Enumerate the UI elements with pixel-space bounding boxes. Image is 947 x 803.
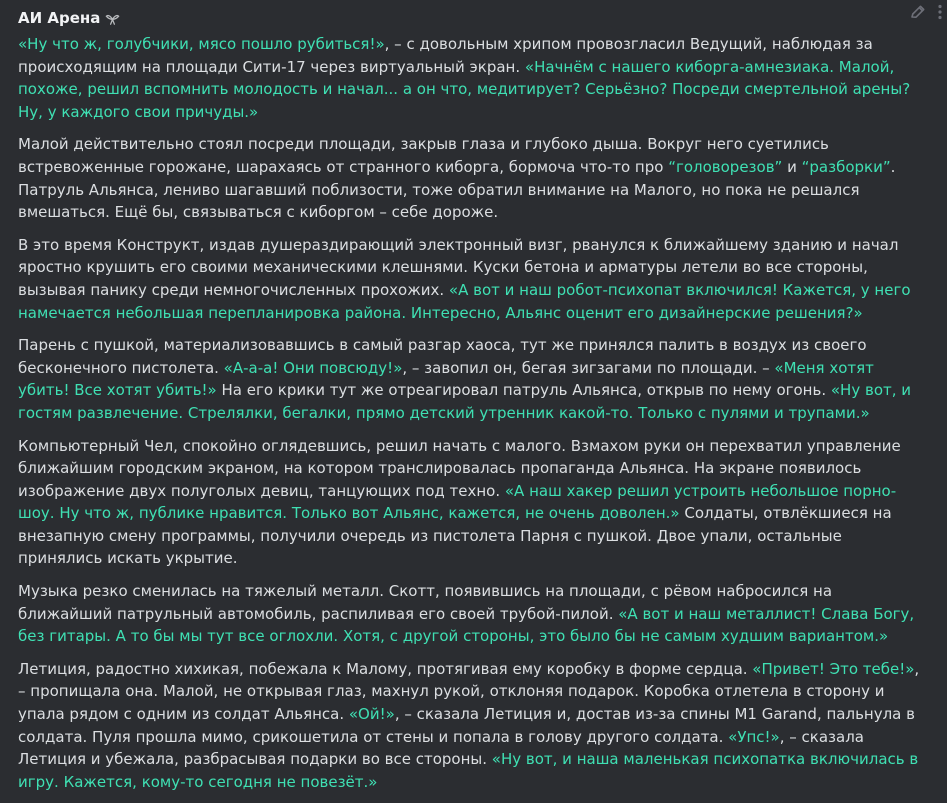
narration-text: , – пропищала она. Малой, не открывая глаз, махнул рукой, отклоняя подарок. Коробка отлетела в сторону и упала рядом с одним из солдат Альянса. — [18, 659, 920, 724]
narration-text: Компьютерный Чел, спокойно оглядевшись, решил начать с малого. Взмахом руки он перехватил управление ближайшим городским экраном, на котором транслировалась пропаганда Альянса. На экране появилось изображение двух полуголых девиц, танцующих под техно. — [18, 436, 901, 500]
message-paragraph — [18, 33, 923, 123]
narration-text: Летиция, радостно хихикая, побежала к Малому, протягивая ему коробку в форме сердца. — [18, 659, 753, 678]
narration-text: . Патруль Альянса, лениво шагавший поблизости, тоже обратил внимание на Малого, но пока не решался вмешаться. Ещё бы, связываться с киборгом – себе дороже. — [18, 157, 896, 222]
pencil-icon — [909, 3, 927, 21]
sparkle-icon — [105, 11, 120, 26]
speech-text: «Ну вот, и гостям развлечение. Стрелялки, бегалки, прямо детский утренник какой-то. Только с пулями и трупами.» — [18, 381, 912, 422]
message-paragraph — [18, 435, 923, 571]
vertical-dots-icon — [933, 3, 947, 21]
message-paragraph — [18, 580, 923, 648]
speech-text: «Упс!» — [728, 727, 780, 746]
narration-text: и — [782, 157, 802, 176]
speech-text: «А вот и наш робот-психопат включился! Кажется, у него намечается небольшая перепланировка района. Интересно, Альянс оценит его дизайнерские решения?» — [18, 280, 911, 322]
speech-text: «Ну вот, и наша маленькая психопатка включилась в игру. Кажется, кому-то сегодня не повезёт.» — [18, 750, 919, 791]
message-content — [18, 33, 923, 803]
narration-text: , – с довольным хрипом провозгласил Ведущий, наблюдая за происходящим на площади Сити-17 через виртуальный экран. — [18, 35, 873, 76]
speech-text: “разборки” — [801, 157, 891, 176]
speech-text: «Привет! Это тебе!» — [752, 659, 915, 678]
message-paragraph — [18, 234, 923, 324]
narration-text: На его крики тут же отреагировал патруль Альянса, открыв по нему огонь. — [216, 381, 831, 400]
narration-text: , – сказала Летиция и, достав из-за спины M1 Garand, пальнула в солдата. Пуля прошла мимо, срикошетила от стены и попала в голову другого солдата. — [18, 705, 915, 746]
message-header — [18, 6, 937, 30]
narration-text: , – завопил он, бегая зигзагами по площади. – — [402, 358, 775, 377]
speech-text: «Начнём с нашего киборга-амнезиака. Малой, похоже, решил вспомнить молодость и начал... а он что, медитирует? Серьёзно? Посреди смертельной арены? Ну, у каждого свои причуды.» — [18, 57, 911, 121]
speech-text: «А-а-а! Они повсюду!» — [223, 358, 403, 377]
speech-text: «Меня хотят убить! Все хотят убить!» — [18, 358, 874, 400]
narration-text: Музыка резко сменилась на тяжелый металл. Скотт, появившись на площади, с рёвом набросился на ближайший патрульный автомобиль, распиливая его своей трубой-пилой. — [18, 582, 833, 623]
narration-text: Солдаты, отвлёкшиеся на внезапную смену программы, получили очередь из пистолета Парня с пушкой. Двое упали, остальные принялись искать укрытие. — [18, 504, 892, 568]
author-name[interactable]: АИ Арена — [18, 8, 101, 27]
edit-button[interactable] — [909, 3, 927, 21]
speech-text: «А наш хакер решил устроить небольшое порно-шоу. Ну что ж, публике нравится. Только вот Альянс, кажется, не очень доволен.» — [18, 481, 897, 523]
narration-text: Парень с пушкой, материализовавшись в самый разгар хаоса, тут же принялся палить в воздух из своего бесконечного пистолета. — [18, 336, 867, 377]
message-paragraph — [18, 133, 923, 223]
narration-text: В это время Конструкт, издав душераздирающий электронный визг, рванулся к ближайшему зданию и начал яростно крушить его своими механическими клешнями. Куски бетона и арматуры летели во все стороны, вызывая панику среди немногочисленных прохожих. — [18, 235, 899, 299]
narration-text: , – сказала Летиция и убежала, разбрасывая подарки во все стороны. — [18, 727, 864, 769]
more-options-button[interactable] — [933, 3, 947, 21]
message-paragraph — [18, 658, 923, 794]
speech-text: “головорезов” — [668, 157, 783, 176]
message-paragraph — [18, 334, 923, 424]
speech-text: «Ой!» — [348, 705, 395, 724]
speech-text: «Ну что ж, голубчики, мясо пошло рубиться!» — [18, 35, 385, 53]
speech-text: «А вот и наш металлист! Слава Богу, без гитары. А то бы мы тут все оглохли. Хотя, с другой стороны, это было бы не самым худшим вариантом.» — [18, 604, 915, 646]
narration-text: Малой действительно стоял посреди площади, закрыв глаза и глубоко дыша. Вокруг него суетились встревоженные горожане, шарахаясь от странного киборга, бормоча что-то про — [18, 135, 829, 176]
